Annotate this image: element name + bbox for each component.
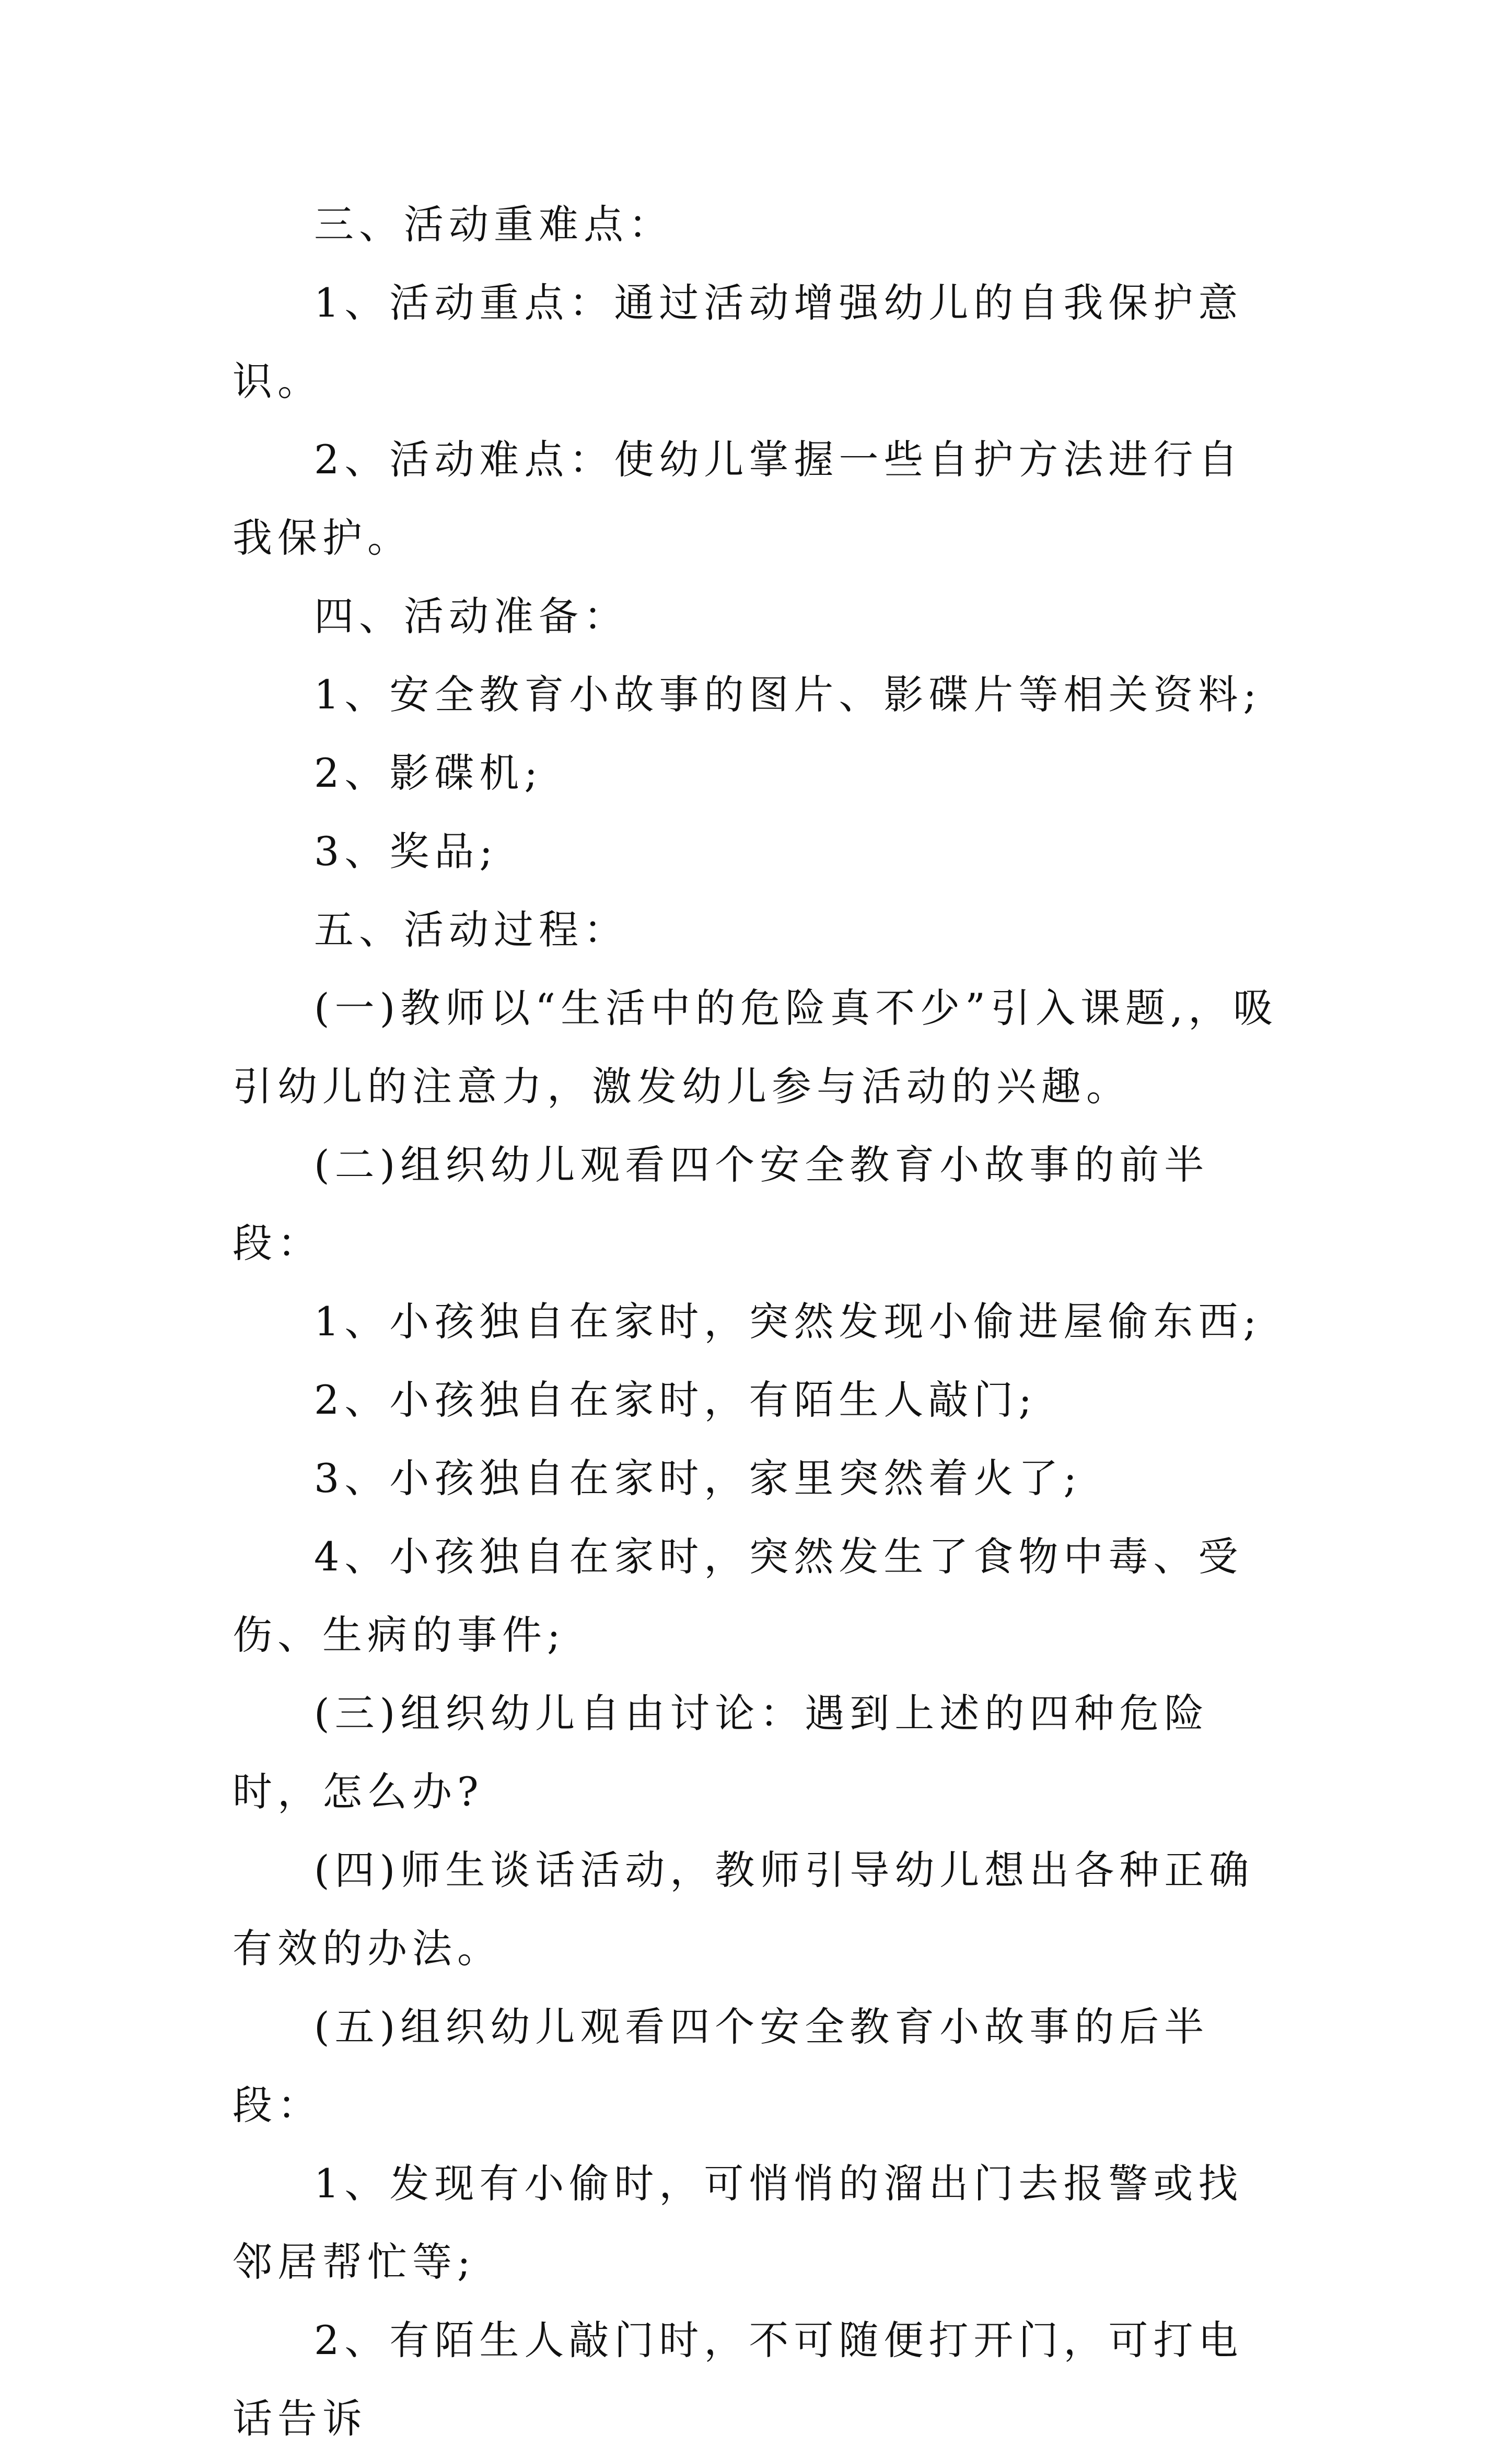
process-step-2: (二)组织幼儿观看四个安全教育小故事的前半段： — [232, 1141, 1209, 1266]
key-point-2: 2、活动难点：使幼儿掌握一些自护方法进行自我保护。 — [232, 436, 1243, 561]
heading-preparation: 四、活动准备： — [314, 593, 629, 639]
process-step-5: (五)组织幼儿观看四个安全教育小故事的后半段： — [232, 2003, 1209, 2128]
document-body — [232, 185, 1288, 2458]
story-item-4: 4、小孩独自在家时，突然发生了食物中毒、受伤、生病的事件; — [232, 1533, 1243, 1658]
heading-key-points: 三、活动重难点： — [314, 201, 673, 248]
solution-item-2: 2、有陌生人敲门时，不可随便打开门，可打电话告诉 — [232, 2317, 1243, 2442]
story-item-1: 1、小孩独自在家时，突然发现小偷进屋偷东西; — [314, 1298, 1262, 1345]
preparation-item-1: 1、安全教育小故事的图片、影碟片等相关资料; — [314, 671, 1262, 718]
process-step-1: (一)教师以“生活中的危险真不少”引入课题,，吸引幼儿的注意力，激发幼儿参与活动的兴趣。 — [232, 985, 1278, 1110]
preparation-item-3: 3、奖品; — [314, 828, 498, 875]
process-step-3: (三)组织幼儿自由讨论：遇到上述的四种危险时，怎么办? — [232, 1690, 1209, 1815]
key-point-1: 1、活动重点：通过活动增强幼儿的自我保护意识。 — [232, 279, 1243, 404]
story-item-2: 2、小孩独自在家时，有陌生人敲门; — [314, 1377, 1037, 1423]
solution-item-1: 1、发现有小偷时，可悄悄的溜出门去报警或找邻居帮忙等; — [232, 2160, 1243, 2285]
process-step-4: (四)师生谈话活动，教师引导幼儿想出各种正确有效的办法。 — [232, 1847, 1254, 1972]
story-item-3: 3、小孩独自在家时，家里突然着火了; — [314, 1455, 1082, 1501]
preparation-item-2: 2、影碟机; — [314, 750, 543, 796]
heading-process: 五、活动过程： — [314, 906, 629, 953]
